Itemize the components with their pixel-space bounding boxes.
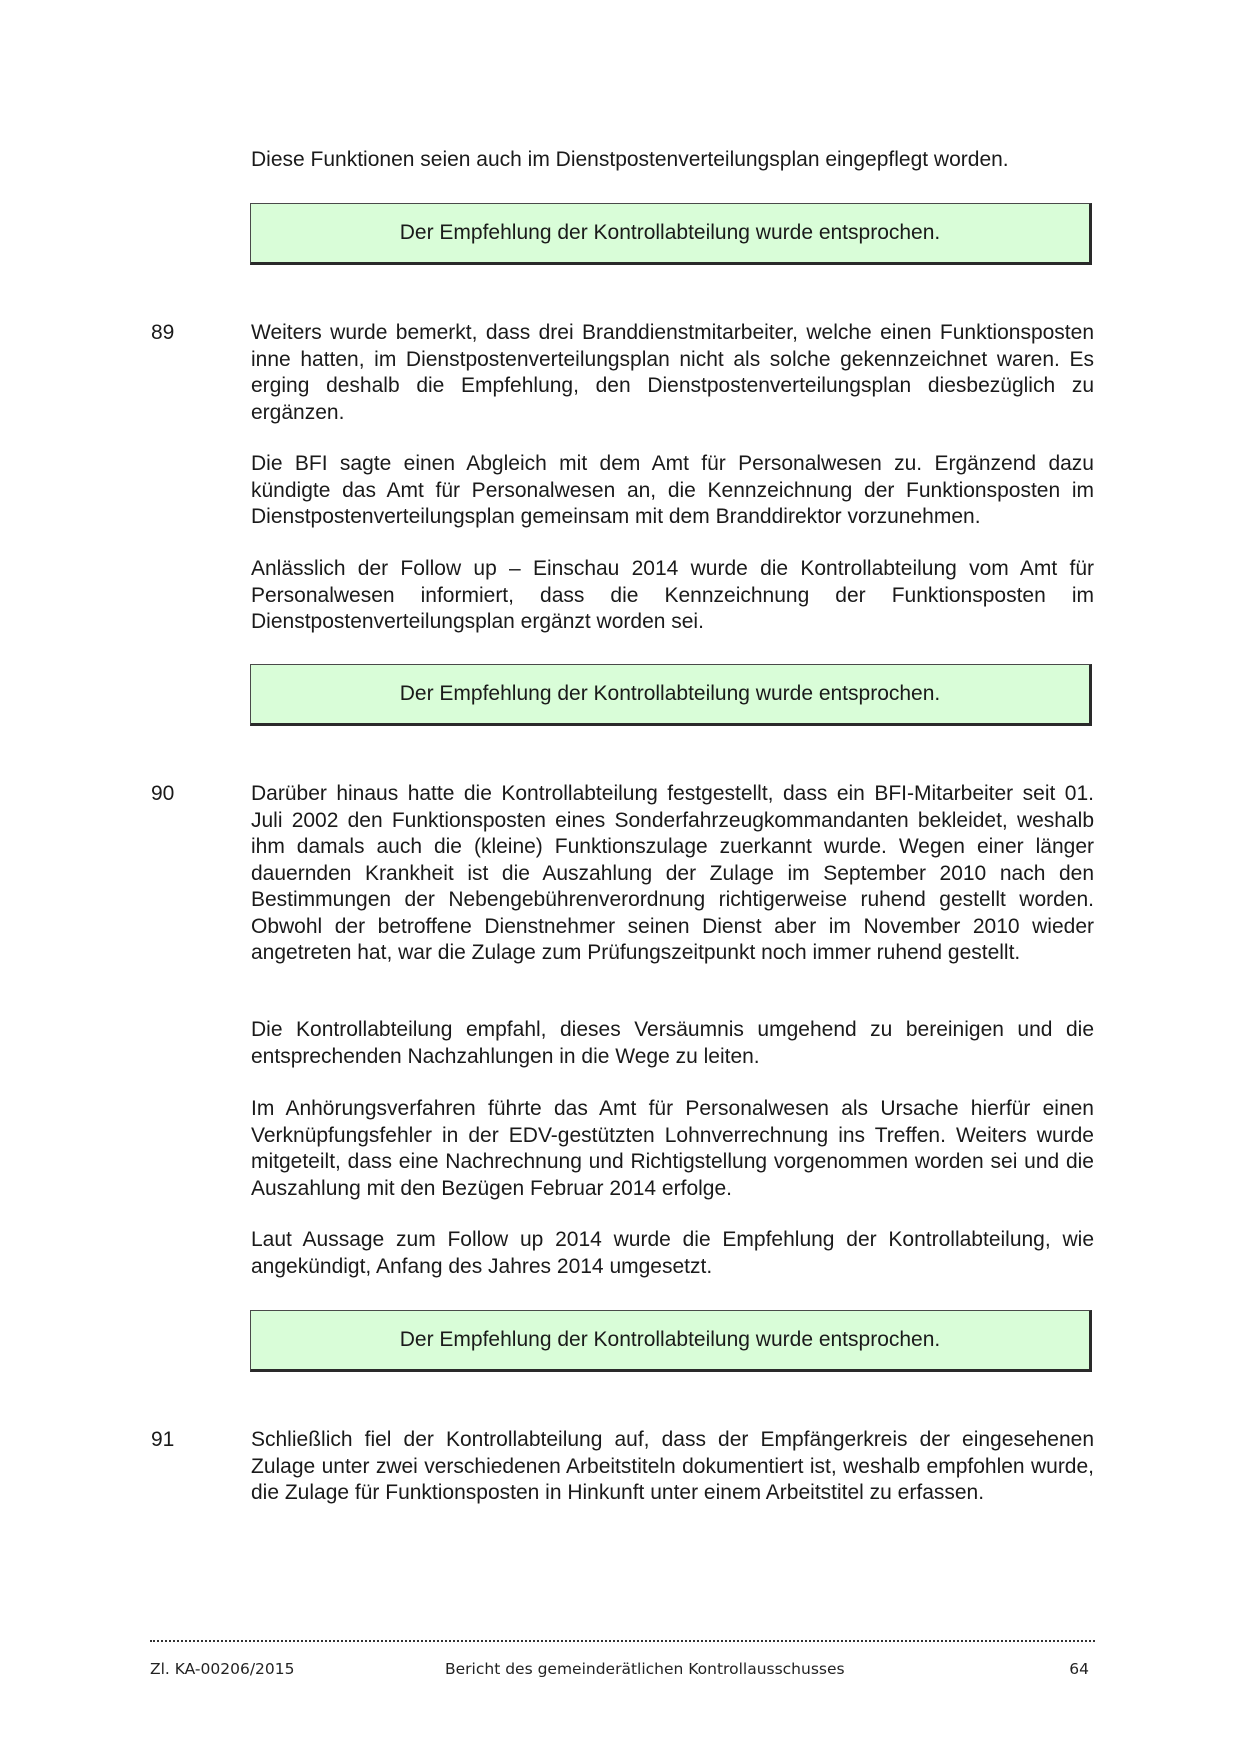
footer-title: Bericht des gemeinderätlichen Kontrollausschusses — [445, 1660, 845, 1678]
recommendation-fulfilled-box: Der Empfehlung der Kontrollabteilung wurde entsprochen. — [250, 1310, 1092, 1372]
footer-divider — [150, 1640, 1095, 1642]
section-paragraph: Weiters wurde bemerkt, dass drei Branddienstmitarbeiter, welche einen Funktionsposten inne hatten, im Dienstpostenverteilungsplan nicht als solche gekennzeichnet waren. Es erging deshalb die Empfehlung, den Dienstpostenverteilungsplan diesbezüglich zu ergänzen. — [251, 321, 1094, 424]
intro-paragraph: Diese Funktionen seien auch im Dienstpostenverteilungsplan eingepflegt worden. — [251, 148, 1009, 171]
section-paragraph: Im Anhörungsverfahren führte das Amt für Personalwesen als Ursache hierfür einen Verknüpfungsfehler in der EDV-gestützten Lohnverrechnung ins Treffen. Weiters wurde mitgeteilt, dass eine Nachrechnung und Richtigstellung vorgenommen worden sei und die Auszahlung mit den Bezügen Februar 2014 erfolge. — [251, 1097, 1094, 1200]
section-number: 89 — [151, 321, 175, 344]
footer-page-number: 64 — [1069, 1660, 1089, 1678]
section-number: 90 — [151, 782, 175, 805]
section-paragraph: Die BFI sagte einen Abgleich mit dem Amt für Personalwesen zu. Ergänzend dazu kündigte das Amt für Personalwesen an, die Kennzeichnung der Funktionsposten im Dienstpostenverteilungsplan gemeinsam mit dem Branddirektor vorzunehmen. — [251, 452, 1094, 528]
recommendation-fulfilled-box: Der Empfehlung der Kontrollabteilung wurde entsprochen. — [250, 664, 1092, 726]
recommendation-fulfilled-box: Der Empfehlung der Kontrollabteilung wurde entsprochen. — [250, 203, 1092, 265]
footer-reference: Zl. KA-00206/2015 — [150, 1660, 295, 1678]
section-paragraph: Anlässlich der Follow up – Einschau 2014 wurde die Kontrollabteilung vom Amt für Personalwesen informiert, dass die Kennzeichnung der Funktionsposten im Dienstpostenverteilungsplan ergänzt worden sei. — [251, 557, 1094, 633]
section-number: 91 — [151, 1428, 175, 1451]
section-paragraph: Laut Aussage zum Follow up 2014 wurde die Empfehlung der Kontrollabteilung, wie angekündigt, Anfang des Jahres 2014 umgesetzt. — [251, 1228, 1094, 1278]
section-paragraph: Die Kontrollabteilung empfahl, dieses Versäumnis umgehend zu bereinigen und die entsprechenden Nachzahlungen in die Wege zu leiten. — [251, 1018, 1094, 1068]
section-paragraph: Darüber hinaus hatte die Kontrollabteilung festgestellt, dass ein BFI-Mitarbeiter seit 01. Juli 2002 den Funktionsposten eines Sonderfahrzeugkommandanten bekleidet, weshalb ihm damals auch die (kleine) Funktionszulage zuerkannt wurde. Wegen einer länger dauernden Krankheit ist die Auszahlung der Zulage im September 2010 nach den Bestimmungen der Nebengebührenverordnung richtigerweise ruhend gestellt worden. Obwohl der betroffene Dienstnehmer seinen Dienst aber im November 2010 wieder angetreten hat, war die Zulage zum Prüfungszeitpunkt noch immer ruhend gestellt. — [251, 782, 1094, 964]
section-paragraph: Schließlich fiel der Kontrollabteilung auf, dass der Empfängerkreis der eingesehenen Zulage unter zwei verschiedenen Arbeitstiteln dokumentiert ist, weshalb empfohlen wurde, die Zulage für Funktionsposten in Hinkunft unter einem Arbeitstitel zu erfassen. — [251, 1428, 1094, 1504]
